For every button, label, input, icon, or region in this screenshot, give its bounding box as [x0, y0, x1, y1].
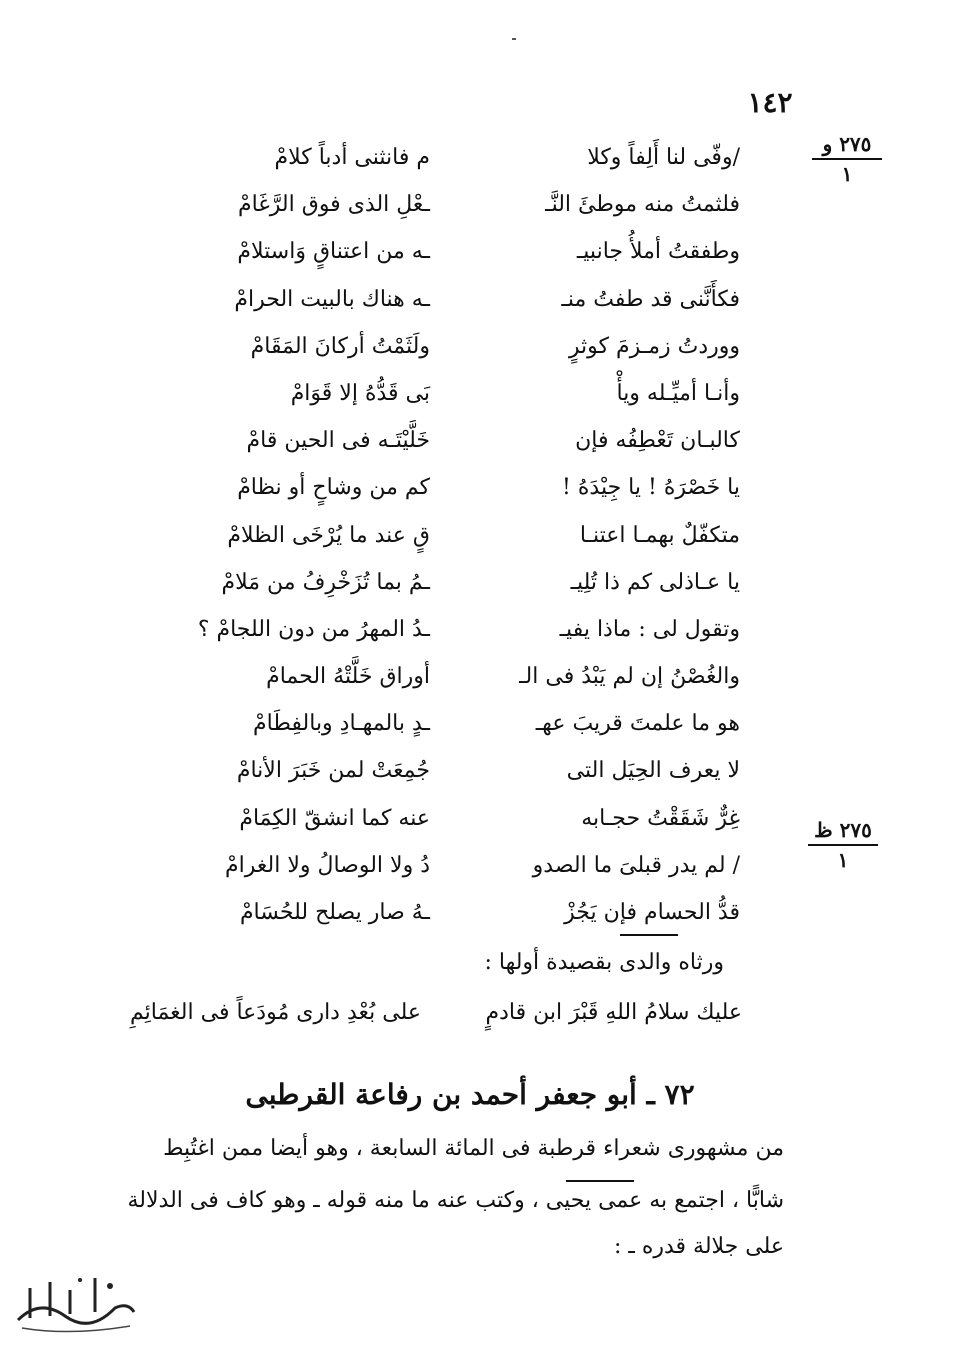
margin-folio-top: ٢٧٥ و [812, 132, 882, 160]
verse-line [170, 232, 740, 279]
verse-line [170, 185, 740, 232]
hemistich-second: بَى قَدُّهُ إلا قَوَامْ [290, 380, 430, 406]
hemistich-first: وتقول لى : ماذا يفيـ [559, 616, 740, 642]
poem [170, 138, 740, 940]
hemistich-first: /وفّى لنا أَلِفاً وكلا [587, 145, 740, 170]
hemistich-second: ـعْلِ الذى فوق الرَّغَامْ [237, 192, 430, 218]
hemistich-first: فلثمتُ منه موطئَ النَّـ [545, 192, 740, 218]
verse-line [170, 751, 740, 798]
margin-folio-top: ٢٧٥ ظ [808, 818, 878, 846]
library-logo-watermark [10, 1268, 140, 1338]
verse-line [170, 138, 740, 185]
paragraph-line: شابًّا ، اجتمع به عمى يحيى ، وكتب عنه ما منه قوله ـ وهو كاف فى الدلالة [127, 1188, 784, 1213]
hemistich-first: ووردتُ زمـزمَ كوثرٍ [568, 333, 740, 359]
paragraph-line: من مشهورى شعراء قرطبة فى المائة السابعة ، وهو أيضا ممن اغتُبِط [163, 1136, 784, 1161]
hemistich-second: ـمُ بما تُزَخْرِفُ من مَلامْ [221, 569, 430, 595]
hemistich-second: قٍ عند ما يُرْخَى الظلامْ [227, 522, 430, 548]
hemistich-first: يا عـاذلى كم ذا تُلِيـ [570, 569, 740, 595]
margin-folio-note [808, 818, 878, 872]
margin-folio-bottom: ١ [841, 162, 853, 186]
intro-line: ورثاه والدى بقصيدة أولها : [484, 950, 724, 975]
hemistich-second: على بُعْدِ دارى مُودَعاً فى الغمَائِمِ [130, 1000, 421, 1025]
hemistich-first: كالبـان تَعْطِفُه فإن [575, 428, 740, 454]
hemistich-first: لا يعرف الحِيَل التى [566, 758, 740, 784]
hemistich-second: جُمِعَتْ لمن خَبَرَ الأنامْ [236, 758, 430, 784]
section-heading: ٧٢ ـ أبو جعفر أحمد بن رفاعة القرطبى [245, 1078, 695, 1111]
hemistich-second: ـهُ صار يصلح للحُسَامْ [239, 900, 430, 925]
verse-line [170, 563, 740, 610]
hemistich-second: ـدٍ بالمهـادِ وبالفِطَامْ [253, 711, 430, 737]
verse-line [170, 327, 740, 374]
page-number: ١٤٢ [747, 86, 793, 119]
hemistich-second: خَلَّيْتَـه فى الحين قامْ [246, 428, 430, 454]
verse-line [170, 421, 740, 468]
hemistich-second: كم من وشاحٍ أو نظامْ [237, 475, 430, 501]
margin-folio-bottom: ١ [837, 848, 849, 872]
hemistich-first: هو ما علمتَ قريبَ عهـ [535, 711, 740, 737]
hemistich-second: دُ ولا الوصالُ ولا الغرامْ [225, 852, 430, 878]
hemistich-first: قدُّ الحسام فإن يَجُزْ [564, 900, 740, 925]
hemistich-first: وطفقتُ أملأُ جانبيـ [576, 239, 740, 265]
verse-line [170, 704, 740, 751]
verse-line [170, 280, 740, 327]
hemistich-first: / لم يدر قبلىَ ما الصدو [532, 852, 740, 878]
divider [566, 1180, 634, 1182]
hemistich-first: فكأَنَّنى قد طفتُ منـ [561, 286, 740, 312]
hemistich-second: ـدُ المهرُ من دون اللجامْ ؟ [197, 616, 430, 642]
hemistich-first: يا خَصْرَهُ ! يا جِيْدَهُ ! [562, 475, 740, 501]
margin-folio-note [812, 132, 882, 186]
hemistich-second: ولَثَمْتُ أركانَ المَقَامْ [250, 333, 430, 359]
divider [620, 934, 678, 936]
hemistich-second: م فانثنى أدباً كلامْ [274, 145, 430, 170]
paragraph-line: على جلالة قدره ـ : [613, 1234, 784, 1259]
hemistich-second: عنه كما انشقّ الكِمَامْ [239, 805, 430, 831]
verse-line [170, 374, 740, 421]
hemistich-first: عليك سلامُ اللهِ قَبْرَ ابن قادمٍ [485, 1000, 742, 1025]
verse-line [170, 468, 740, 515]
verse-line [170, 846, 740, 893]
verse-line [170, 657, 740, 704]
verse-line [170, 610, 740, 657]
hemistich-second: ـه هناك بالبيت الحرامْ [234, 286, 430, 312]
verse-line [170, 516, 740, 563]
hemistich-first: غِرٌّ شَقَقْتُ حجـابه [581, 805, 740, 831]
hemistich-first: وأنـا أميِّـله ويأْ [616, 380, 740, 406]
hemistich-first: والغُصْنُ إن لم يَبْدُ فى الـ [519, 664, 740, 690]
hemistich-second: ـه من اعتناقٍ وَاستلامْ [237, 239, 430, 265]
print-mark [512, 38, 516, 40]
hemistich-first: متكفّلٌ بهمـا اعتنـا [579, 522, 740, 548]
hemistich-second: أوراق خَلَّتْهُ الحمامْ [266, 664, 430, 690]
verse-line [170, 799, 740, 846]
elegy-verse [130, 1000, 742, 1040]
